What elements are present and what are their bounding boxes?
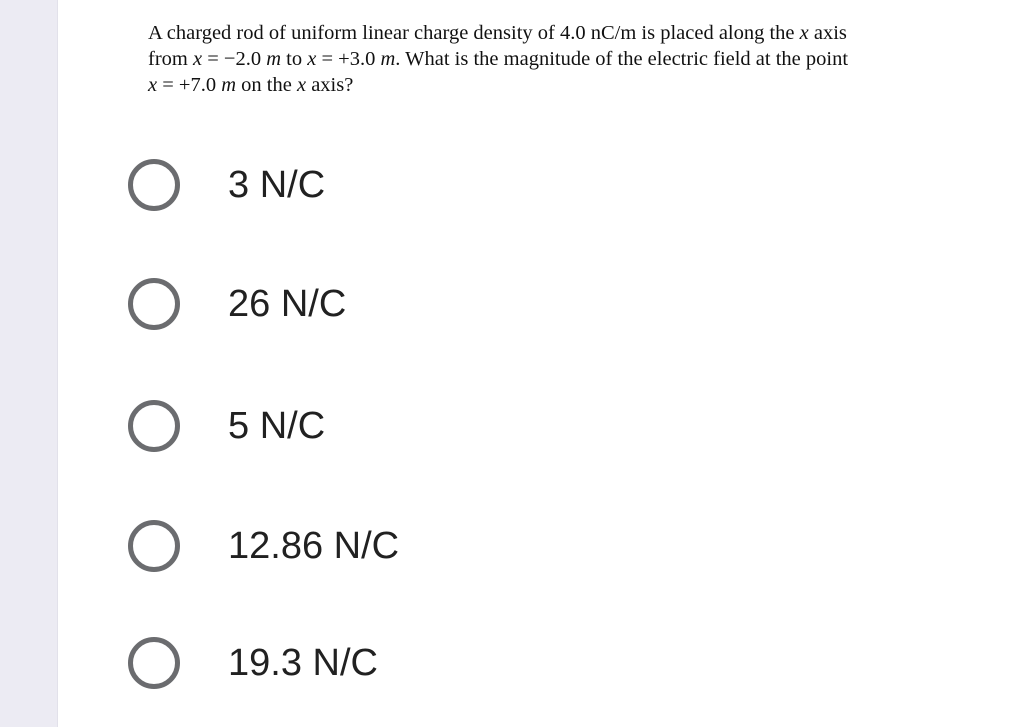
unit-m: m xyxy=(380,48,396,70)
answer-option-12-86-n-c[interactable] xyxy=(128,520,399,572)
question-line-3 xyxy=(148,72,968,98)
variable-x: x xyxy=(799,22,809,44)
question-line-3-eq: = +7.0 xyxy=(157,74,222,96)
answer-option-label: 5 N/C xyxy=(228,404,326,447)
radio-button-icon[interactable] xyxy=(128,159,180,211)
radio-button-icon[interactable] xyxy=(128,278,180,330)
question-line-2-eq2: = +3.0 xyxy=(316,48,381,70)
answer-option-26-n-c[interactable] xyxy=(128,278,346,330)
left-margin-panel xyxy=(0,0,58,727)
question-line-2-rest: . What is the magnitude of the electric field at the point xyxy=(395,48,849,70)
unit-m: m xyxy=(266,48,282,70)
variable-x: x xyxy=(307,48,317,70)
answer-option-19-3-n-c[interactable] xyxy=(128,637,378,689)
answer-option-label: 3 N/C xyxy=(228,163,326,206)
question-line-2 xyxy=(148,46,968,72)
question-line-2-from: from xyxy=(148,48,193,70)
question-line-3-on: on the xyxy=(236,74,297,96)
question-line-1 xyxy=(148,20,968,46)
question-line-2-eq1: = −2.0 xyxy=(202,48,267,70)
radio-button-icon[interactable] xyxy=(128,400,180,452)
answer-option-3-n-c[interactable] xyxy=(128,159,325,211)
answer-option-label: 12.86 N/C xyxy=(228,524,400,567)
variable-x: x xyxy=(296,74,307,96)
variable-x: x xyxy=(148,74,158,96)
answer-option-5-n-c[interactable] xyxy=(128,400,325,452)
radio-button-icon[interactable] xyxy=(128,637,180,689)
unit-m: m xyxy=(221,74,237,96)
answer-option-label: 19.3 N/C xyxy=(228,641,378,684)
radio-button-icon[interactable] xyxy=(128,520,180,572)
answer-option-label: 26 N/C xyxy=(228,282,347,325)
variable-x: x xyxy=(192,48,203,70)
question-line-1-text: A charged rod of uniform linear charge density of 4.0 nC/m is placed along the xyxy=(148,22,800,44)
question-line-2-to: to xyxy=(281,48,308,70)
question-line-1-end: axis xyxy=(808,22,847,44)
question-line-3-end: axis? xyxy=(306,74,354,96)
question-text xyxy=(148,20,968,98)
